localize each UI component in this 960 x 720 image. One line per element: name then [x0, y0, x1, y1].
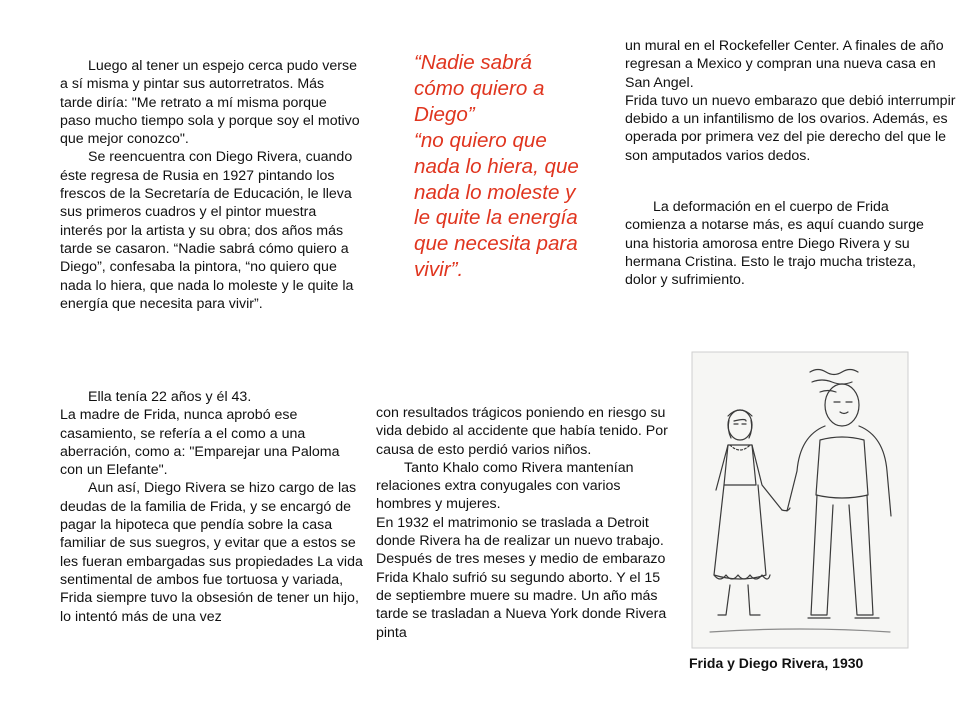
text-column-right-middle	[625, 198, 925, 289]
paragraph-ages: Ella tenía 22 años y él 43.	[88, 389, 252, 405]
paragraph-affairs: Tanto Khalo como Rivera mantenían relaciones extra conyugales con varios hombres y mujeres.	[376, 459, 634, 513]
text-column-left-top	[60, 57, 360, 313]
text-column-right-top	[625, 37, 960, 165]
paragraph-pregnancy: Frida tuvo un nuevo embarazo que debió interrumpir debido a un infantilismo de los ovarios. Además, es operada por primera vez del pie derecho del que le son amputados varios dedos.	[625, 92, 956, 164]
paragraph-mother-disapproval: La madre de Frida, nunca aprobó ese casamiento, se refería a el como a una aberración, como a: "Emparejar una Paloma con un Elefante".	[60, 407, 340, 479]
pull-quote-line-2: “no quiero que nada lo hiera, que nada lo moleste y le quite la energía que necesita para vivir”.	[414, 128, 579, 282]
paragraph-mirror-self-portraits: Luego al tener un espejo cerca pudo verse a sí misma y pintar sus autorretratos. Más tarde diría: "Me retrato a mí misma porque paso mucho tiempo sola y porque soy el motivo que mejor conozco".	[60, 58, 360, 148]
paragraph-reunion-diego: Se reencuentra con Diego Rivera, cuando éste regresa de Rusia en 1927 pintando los frescos de la Secretaría de Educación, le lleva sus primeros cuadros y el pintor muestra interés por la artista y su obra; dos años más tarde se casaron. “Nadie sabrá cómo quiero a Diego”, confesaba la pintora, “no quiero que nada lo hiera, que nada lo moleste y le quite la energía que necesita para vivir”.	[60, 149, 354, 312]
pull-quote	[414, 50, 584, 283]
paragraph-deformation: La deformación en el cuerpo de Frida comienza a notarse más, es aquí cuando surge una historia amorosa entre Diego Rivera y su hermana Cristina. Esto le trajo mucha tristeza, dolor y sufrimiento.	[625, 199, 924, 289]
pull-quote-line-1: “Nadie sabrá cómo quiero a Diego”	[414, 51, 545, 126]
text-column-left-bottom	[60, 388, 365, 626]
paragraph-detroit: En 1932 el matrimonio se traslada a Detroit donde Rivera ha de realizar un nuevo trabajo. Después de tres meses y medio de embarazo Frida Khalo sufrió su segundo aborto. Y el 15 de septiembre muere su madre. Un año más tarde se trasladan a Nueva York donde Rivera pinta	[376, 514, 667, 641]
frida-and-diego-drawing-icon	[690, 350, 910, 650]
paragraph-debts: Aun así, Diego Rivera se hizo cargo de las deudas de la familia de Frida, y se encargó de pagar la hipoteca que pendía sobre la casa familiar de sus suegros, y evitar que a estos se les fueran embargadas sus propiedades La vida sentimental de ambos fue tortuosa y variada, Frida siempre tuvo la obsesión de tener un hijo, lo intentó más de una vez	[60, 480, 363, 625]
paragraph-rockefeller: un mural en el Rockefeller Center. A finales de año regresan a Mexico y compran una nueva casa en San Angel.	[625, 38, 944, 91]
paragraph-tragic-results: con resultados trágicos poniendo en riesgo su vida debido al accidente que había tenido. Por causa de esto perdió varios niños.	[376, 405, 668, 458]
text-column-middle	[376, 404, 671, 642]
figure-caption: Frida y Diego Rivera, 1930	[689, 655, 864, 671]
